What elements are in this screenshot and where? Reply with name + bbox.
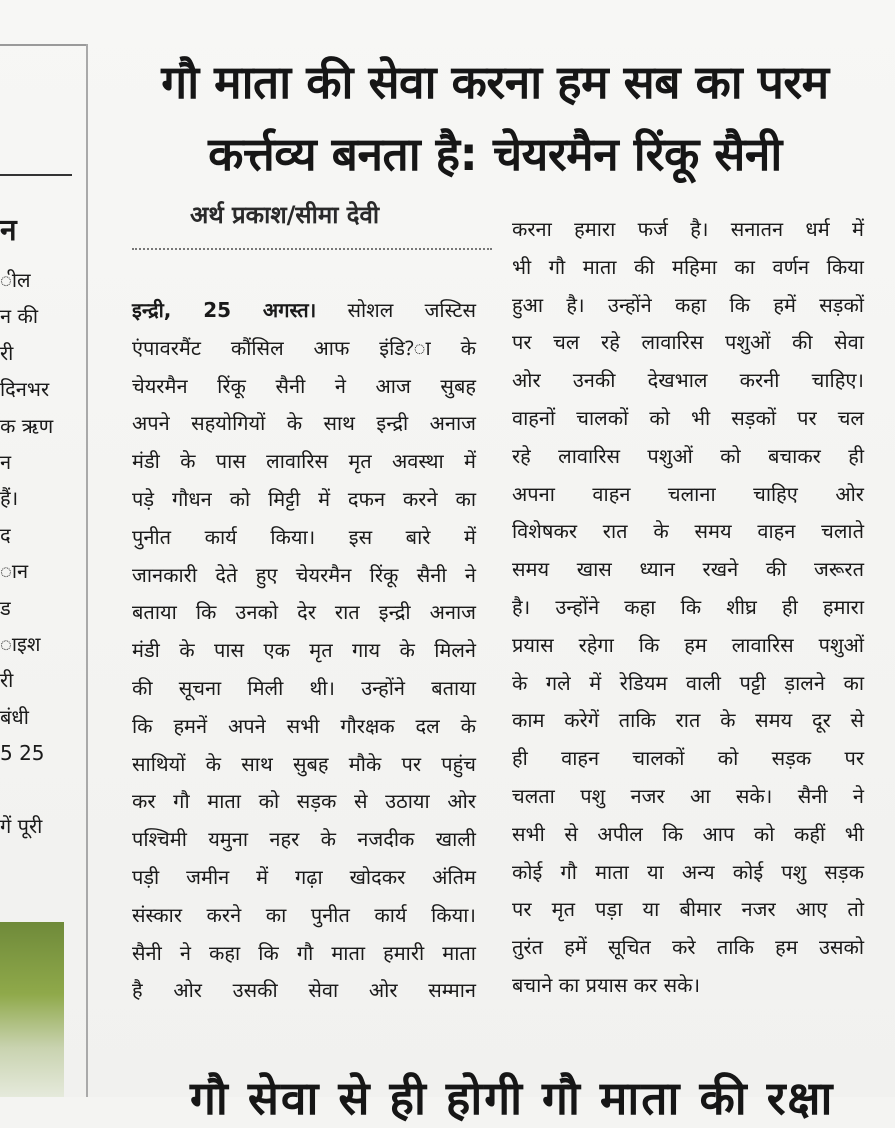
text-line: प्रयास रहेगा कि हम लावारिस पशुओं — [512, 632, 864, 657]
text-line: हुआ है। उन्होंने कहा कि हमें सड़कों — [512, 292, 864, 317]
article-dateline: इन्द्री, 25 अगस्त। — [132, 298, 317, 322]
text-line: एंपावरमैंट कौंसिल आफ इंडि?ा के — [132, 335, 476, 360]
text-line: मंडी के पास एक मृत गाय के मिलने — [132, 638, 476, 663]
text-line: तुरंत हमें सूचित करे ताकि हम उसको — [512, 935, 864, 960]
article-byline: अर्थ प्रकाश/सीमा देवी — [190, 201, 380, 229]
text-line: भी गौ माता की महिमा का वर्णन किया — [512, 254, 864, 279]
text-line: ील — [0, 268, 31, 292]
text-line: द — [0, 522, 11, 547]
text-line: न की — [0, 304, 38, 329]
text-line: री — [0, 340, 14, 365]
byline-dotted-rule — [132, 248, 492, 250]
text-line: 5 25 — [0, 741, 45, 766]
headline-line-1: गौ माता की सेवा करना हम सब का परम — [161, 55, 829, 109]
text-line — [0, 771, 53, 807]
text-line: पुनीत कार्य किया। इस बारे में — [132, 524, 476, 549]
text-line: पड़ी जमीन में गढ़ा खोदकर अंतिम — [132, 864, 476, 889]
left-column-photo — [0, 922, 64, 1097]
text-line: सैनी ने कहा कि गौ माता हमारी माता — [132, 940, 476, 965]
article-first-line-text: सोशल जस्टिस — [316, 298, 476, 322]
text-line: की सूचना मिली थी। उन्होंने बताया — [132, 675, 476, 700]
text-line: समय खास ध्यान रखने की जरूरत — [512, 557, 864, 582]
text-line: गें पूरी — [0, 813, 43, 838]
text-line: रहे लावारिस पशुओं को बचाकर ही — [512, 443, 864, 468]
text-line: बचाने का प्रयास कर सके। — [512, 972, 701, 997]
text-line: विशेषकर रात के समय वाहन चलाते — [512, 519, 864, 544]
text-line: साथियों के साथ सुबह मौके पर पहुंच — [132, 751, 476, 776]
text-line: चेयरमैन रिंकू सैनी ने आज सुबह — [132, 373, 476, 398]
text-line: अपने सहयोगियों के साथ इन्द्री अनाज — [132, 411, 476, 436]
text-line: चलता पशु नजर आ सके। सैनी ने — [512, 783, 864, 808]
text-line: बताया कि उनको देर रात इन्द्री अनाज — [132, 600, 476, 625]
text-line: पड़े गौधन को मिट्टी में दफन करने का — [132, 486, 476, 511]
text-line: क ऋण — [0, 413, 54, 438]
article-column-2 — [512, 211, 864, 1005]
text-line: पश्चिमी यमुना नहर के नजदीक खाली — [132, 827, 476, 852]
left-adjacent-column — [0, 0, 88, 1097]
column-top-rule — [0, 44, 88, 46]
text-line: कर गौ माता को सड़क से उठाया ओर — [132, 789, 476, 814]
text-line: मंडी के पास लावारिस मृत अवस्था में — [132, 449, 476, 474]
text-line: करना हमारा फर्ज है। सनातन धर्म में — [512, 217, 864, 241]
text-line: वाहनों चालकों को भी सड़कों पर चल — [512, 405, 864, 430]
text-line: है। उन्होंने कहा कि शीघ्र ही हमारा — [512, 594, 864, 619]
text-line: हैं। — [0, 486, 19, 511]
text-line: बंधी — [0, 704, 29, 729]
text-line: दिनभर — [0, 377, 50, 402]
text-line: है ओर उसकी सेवा ओर सम्मान — [132, 978, 476, 1003]
article-column-1 — [132, 292, 476, 1010]
text-line: संस्कार करने का पुनीत कार्य किया। — [132, 902, 476, 927]
text-line: री — [0, 668, 14, 693]
text-line: सभी से अपील कि आप को कहीं भी — [512, 821, 864, 846]
text-line: पर मृत पड़ा या बीमार नजर आए तो — [512, 897, 864, 922]
text-line: के गले में रेडियम वाली पट्टी ड़ालने का — [512, 670, 864, 695]
text-line: पर चल रहे लावारिस पशुओं की सेवा — [512, 330, 864, 355]
text-line: ाइश — [0, 631, 41, 656]
text-line: न — [0, 449, 12, 474]
text-line: जानकारी देते हुए चेयरमैन रिंकू सैनी ने — [132, 562, 476, 587]
column-divider — [86, 44, 88, 1097]
article-first-line — [132, 292, 476, 330]
headline-line-2: कर्त्तव्य बनता है: चेयरमैन रिंकू सैनी — [208, 127, 782, 181]
text-line: ही वाहन चालकों को सड़क पर — [512, 746, 864, 771]
text-line: कोई गौ माता या अन्य कोई पशु सड़क — [512, 859, 864, 884]
left-column-heading: न — [0, 213, 17, 248]
text-line: अपना वाहन चलाना चाहिए ओर — [512, 481, 864, 506]
left-column-rule — [0, 174, 72, 176]
next-article-headline: गौ सेवा से ही होगी गौ माता की रक्षा — [190, 1071, 835, 1125]
text-line: ड — [0, 595, 11, 620]
text-line: ान — [0, 559, 29, 584]
text-line: कि हमनें अपने सभी गौरक्षक दल के — [132, 713, 476, 738]
article-headline — [100, 46, 890, 190]
left-column-text — [0, 262, 53, 844]
text-line: ओर उनकी देखभाल करनी चाहिए। — [512, 368, 864, 393]
text-line: काम करेगें ताकि रात के समय दूर से — [512, 708, 864, 733]
